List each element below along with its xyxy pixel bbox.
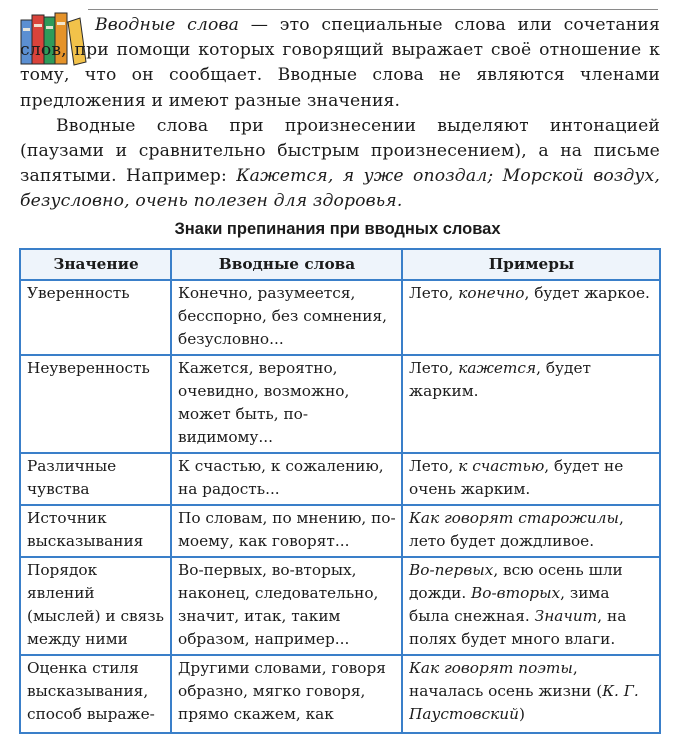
definition-text: — это специальные слова или сочетания слов, при помощи которых говорящий выражает своё отношение к тому, что он сообщает. Вводные слова не являются членами предложения и имеют разные значения. — [20, 15, 660, 111]
example-text: ) — [518, 705, 525, 723]
example-highlight: Как говорят поэты — [409, 659, 573, 677]
table-row — [20, 280, 660, 355]
example-text: Лето, — [409, 284, 459, 302]
example-text: , лето будет дождливое. — [409, 509, 624, 550]
example-text: , зима была снежная. — [409, 584, 610, 625]
table-row — [20, 505, 660, 557]
table-row — [20, 557, 660, 655]
example-highlight: Значит — [534, 607, 598, 625]
words-cell: Во-первых, во-вторых, наконец, следовательно, значит, итак, таким образом, например... — [171, 557, 402, 655]
example-sentences: Кажется, я уже опоздал; Морской воздух, безусловно, очень полезен для здоровья. — [20, 166, 660, 212]
example-cell — [402, 505, 660, 557]
author-name: К. Г. Паустовский — [409, 682, 639, 723]
words-cell: По словам, по мнению, по-моему, как говорят... — [171, 505, 402, 557]
example-highlight: Во-вторых — [471, 584, 561, 602]
term-highlight: Вводные слова — [95, 15, 240, 35]
example-highlight: Как говорят старожилы — [409, 509, 619, 527]
column-header-examples: Примеры — [402, 249, 660, 280]
meaning-cell: Источник высказывания — [20, 505, 171, 557]
table-row — [20, 453, 660, 505]
example-highlight: Во-первых — [409, 561, 494, 579]
punctuation-rule-text: Вводные слова при произнесении выделяют интонацией (паузами и сравнительно быстрым произнесением), а на письме запятыми. Например: — [20, 115, 660, 187]
meaning-cell: Различные чувства — [20, 453, 171, 505]
meaning-cell: Порядок явлений (мыслей) и связь между ними — [20, 557, 171, 655]
punctuation-table — [19, 248, 661, 734]
table-caption: Знаки препинания при вводных словах — [174, 220, 501, 238]
intro-paragraph-2 — [20, 114, 660, 215]
example-highlight: конечно — [458, 284, 525, 302]
table-row — [20, 355, 660, 453]
table-header-row — [20, 249, 660, 280]
example-cell — [402, 557, 660, 655]
words-cell: Кажется, вероятно, очевидно, возможно, может быть, по-видимому... — [171, 355, 402, 453]
intro-text — [20, 13, 660, 215]
example-text: , будет жарким. — [409, 359, 591, 400]
column-header-words: Вводные слова — [171, 249, 402, 280]
example-text: , будет жаркое. — [524, 284, 650, 302]
example-cell — [402, 655, 660, 733]
table-row — [20, 655, 660, 733]
example-wrap — [409, 657, 654, 729]
words-cell — [171, 655, 402, 733]
column-header-meaning: Значение — [20, 249, 171, 280]
intro-paragraph-1 — [20, 13, 660, 114]
example-highlight: кажется — [458, 359, 537, 377]
example-text: Лето, — [409, 457, 459, 475]
words-text: Другими словами, говоря образно, мягко говоря, прямо скажем, как — [178, 659, 386, 723]
meaning-cell: Неуверенность — [20, 355, 171, 453]
example-text: , началась осень жизни ( — [409, 659, 603, 700]
top-rule — [88, 9, 658, 10]
example-cell — [402, 453, 660, 505]
words-cell: К счастью, к сожалению, на радость... — [171, 453, 402, 505]
meaning-text: Оценка стиля высказывания, способ выраже- — [27, 659, 155, 723]
example-cell — [402, 280, 660, 355]
example-highlight: к счастью — [458, 457, 545, 475]
example-text: , будет не очень жарким. — [409, 457, 624, 498]
example-text: , всю осень шли дожди. — [409, 561, 623, 602]
example-text: , на полях будет много влаги. — [409, 607, 627, 648]
meaning-cell: Уверенность — [20, 280, 171, 355]
meaning-cell — [20, 655, 171, 733]
example-cell — [402, 355, 660, 453]
example-text: Лето, — [409, 359, 459, 377]
words-cell: Конечно, разумеется, бесспорно, без сомнения, безусловно... — [171, 280, 402, 355]
